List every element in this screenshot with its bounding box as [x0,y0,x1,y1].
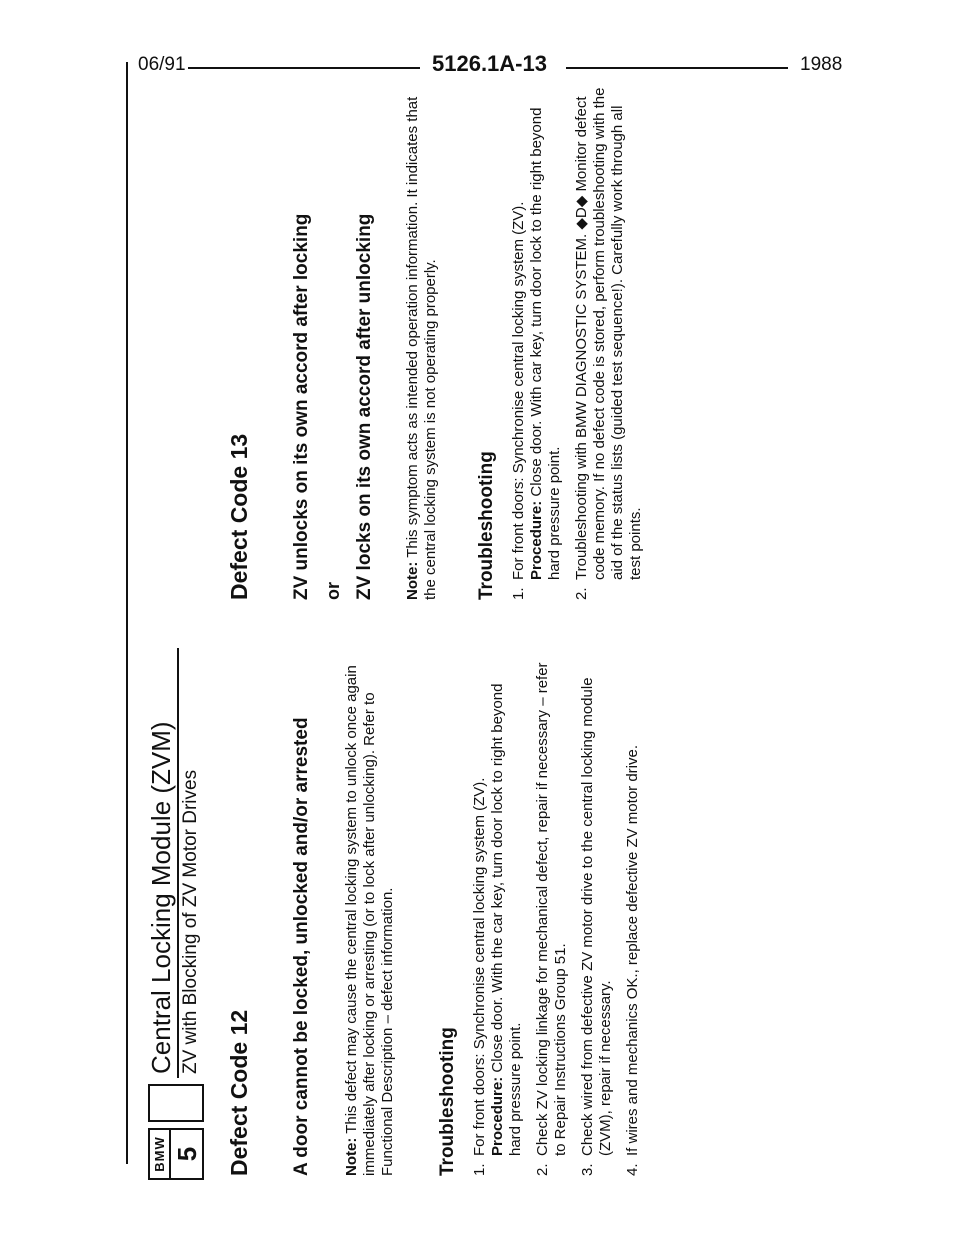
header-rule-left [188,67,420,69]
step-number: 2. [573,587,590,600]
procedure-label: Procedure: [489,1076,506,1156]
defect-code-13-title: Defect Code 13 [226,433,252,600]
note-label: Note: [404,561,421,600]
symptom-or: or [323,582,343,600]
procedure-text: Close door. With car key, turn door lock to the right beyond hard pressure point. [528,107,563,580]
defect-13-symptom-1: ZV unlocks on its own accord after locking [291,213,312,600]
list-item [471,656,525,1176]
defect-12-troubleshooting-title: Troubleshooting [437,1027,458,1176]
step-text: For front doors: Synchronise central locking system (ZV). [471,777,488,1156]
header-date: 06/91 [138,54,186,75]
right-column [208,80,654,600]
step-text: Check ZV locking linkage for mechanical defect, repair if necessary – refer to Repair Instructions Group 51. [534,662,569,1156]
header-doc-code: 5126.1A-13 [432,51,547,76]
list-item [573,80,645,600]
procedure-label: Procedure: [528,500,545,580]
module-title-rule [177,648,179,1078]
left-column [208,656,651,1176]
step-procedure [528,80,564,580]
step-number: 4. [624,1163,641,1176]
defect-13-troubleshooting-title: Troubleshooting [476,451,497,600]
defect-13-symptom-2: ZV locks on its own accord after unlocking [354,213,375,600]
header-rule-right [566,67,788,69]
step-text: Check wired from defective ZV motor drive to the central locking module (ZVM), repair if necessary. [579,677,614,1156]
note-text: This symptom acts as intended operation information. It indicates that the central locking system is not operating properly. [404,96,439,600]
step-text: For front doors: Synchronise central locking system (ZV). [510,201,527,580]
defect-13-note [404,80,440,600]
blank-logo-box [148,1084,204,1122]
step-number: 1. [510,587,527,600]
list-item [510,80,564,600]
page-vertical-rule [126,62,128,1164]
step-procedure [489,656,525,1156]
procedure-text: Close door. With the car key, turn door lock to right beyond hard pressure point. [489,683,524,1156]
step-number: 2. [534,1163,551,1176]
module-subtitle: ZV with Blocking of ZV Motor Drives [180,769,201,1074]
defect-13-steps [510,80,645,600]
bmw-logo-text: BMW [150,1130,171,1178]
defect-12-steps [471,656,642,1176]
module-title: Central Locking Module (ZVM) [146,721,176,1074]
list-item [579,656,615,1176]
defect-code-12-title: Defect Code 12 [226,1009,252,1176]
note-label: Note: [343,1137,360,1176]
rotated-page-body [148,75,758,1180]
defect-12-symptom: A door cannot be locked, unlocked and/or arrested [291,717,312,1176]
step-number: 1. [471,1163,488,1176]
series-number: 5 [172,1146,202,1162]
defect-12-note [343,656,397,1176]
list-item [534,656,570,1176]
step-text: Troubleshooting with BMW DIAGNOSTIC SYSTEM. ◆D◆ Monitor defect code memory. If no defect code is stored, perform troubleshooting with the aid of the status lists (guided test sequence!). Carefully work through all test points. [573,87,644,580]
header-year: 1988 [800,54,843,75]
list-item [624,656,642,1176]
note-text: This defect may cause the central locking system to unlock once again immediately after locking or arresting (or to lock after unlocking). Refer to Functional Description – defect information. [343,665,396,1176]
bmw-logo-box [148,1128,204,1180]
step-number: 3. [579,1163,596,1176]
step-text: If wires and mechanics OK., replace defective ZV motor drive. [624,745,641,1156]
